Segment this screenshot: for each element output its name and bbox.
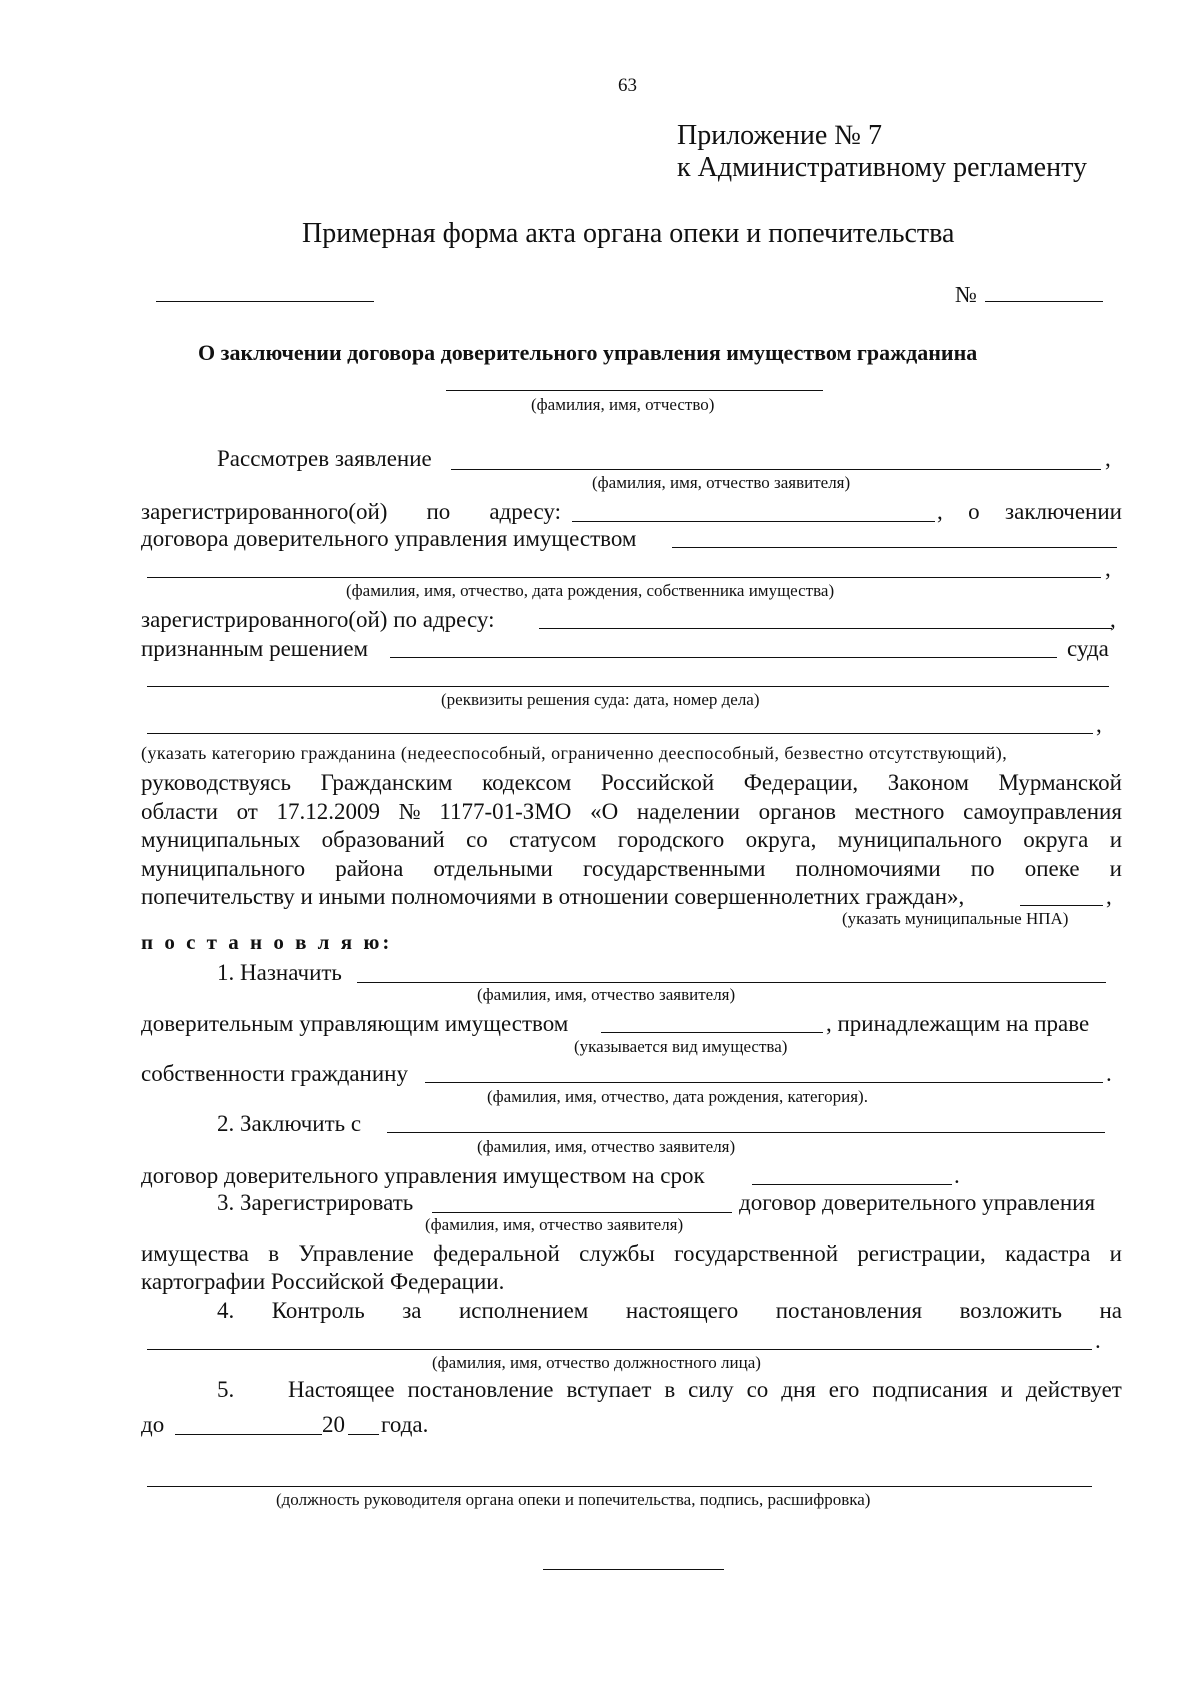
word: со [746, 1377, 769, 1402]
word: его [828, 1377, 860, 1402]
word: местного [854, 799, 945, 824]
word: федеральной [433, 1241, 560, 1266]
owner-line [147, 577, 1101, 578]
word: района [335, 856, 404, 881]
decree-heading: п о с т а н о в л я ю: [141, 930, 393, 954]
word: имущества [141, 1241, 249, 1266]
hint-property-type: (указывается вид имущества) [574, 1037, 788, 1056]
hint-npa: (указать муниципальные НПА) [842, 909, 1069, 928]
page-number: 63 [618, 75, 637, 96]
hint-signature: (должность руководителя органа опеки и попечительства, подпись, расшифровка) [276, 1490, 871, 1509]
cartography-line: картографии Российской Федерации. [141, 1269, 505, 1294]
hint-category: (указать категорию гражданина (недееспособный, ограниченно дееспособный, безвестно отсутствующий), [141, 743, 1008, 763]
comma-5: , [1106, 884, 1112, 909]
npa-line [1020, 905, 1103, 906]
word: полномочиями [795, 856, 941, 881]
date-blank-line [156, 301, 374, 302]
hint-applicant-fio-4: (фамилия, имя, отчество заявителя) [425, 1215, 684, 1234]
property-type-line [601, 1032, 823, 1033]
word: органов [758, 799, 836, 824]
word: округа, [745, 827, 817, 852]
court-decision-line [390, 657, 1057, 658]
word: кодексом [482, 770, 572, 795]
considered-label: Рассмотрев заявление [217, 446, 432, 471]
hint-court-details: (реквизиты решения суда: дата, номер дела) [441, 690, 760, 709]
hint-applicant-fio: (фамилия, имя, отчество заявителя) [592, 473, 851, 492]
word: регистрации, [857, 1241, 986, 1266]
belonging-label: , принадлежащим на праве [826, 1011, 1090, 1036]
item-1-fio-line [357, 982, 1106, 983]
word: кадастра [1005, 1241, 1091, 1266]
signature-line [147, 1486, 1092, 1487]
item-5-line [288, 1378, 1122, 1401]
word: Мурманской [998, 770, 1122, 795]
address-line-1 [572, 521, 935, 522]
word: Федерации, [743, 770, 859, 795]
until-label: до [141, 1412, 165, 1437]
word: дня [781, 1377, 816, 1402]
ownership-label: собственности гражданину [141, 1061, 408, 1086]
hint-owner-fio: (фамилия, имя, отчество, дата рождения, собственника имущества) [346, 581, 835, 600]
closing-rule [543, 1569, 724, 1570]
registration-line [141, 1242, 1122, 1265]
period-3: . [1095, 1328, 1101, 1353]
year-suffix-line [348, 1434, 379, 1435]
contract-label: договора доверительного управления имуществом [141, 526, 637, 551]
period-1: . [1106, 1061, 1112, 1086]
legal-line-4 [141, 857, 1122, 880]
word: и [1000, 1377, 1013, 1402]
applicant-line [451, 469, 1101, 470]
word: Российской [600, 770, 715, 795]
word: самоуправления [963, 799, 1122, 824]
year-word: года. [381, 1412, 429, 1437]
court-label: суда [1067, 636, 1109, 661]
about-conclusion [937, 500, 1122, 523]
legal-line-3 [141, 828, 1122, 851]
word: исполнением [458, 1298, 589, 1323]
word: по [426, 499, 451, 524]
term-line [752, 1184, 952, 1185]
item-5-number: 5. [217, 1377, 235, 1402]
year-prefix: 20 [322, 1412, 345, 1437]
number-sign: № [955, 282, 977, 307]
item-2-fio-line [387, 1132, 1105, 1133]
word: муниципального [141, 856, 306, 881]
hint-owner-fio-category: (фамилия, имя, отчество, дата рождения, категория). [487, 1087, 868, 1106]
word: действует [1025, 1377, 1122, 1402]
word: настоящего [625, 1298, 739, 1323]
word: о [968, 499, 980, 524]
form-title: Примерная форма акта органа опеки и попечительства [302, 218, 955, 249]
word: 4. [217, 1298, 235, 1323]
word: «О [590, 799, 619, 824]
recognized-label: признанным решением [141, 636, 369, 661]
hint-applicant-fio-3: (фамилия, имя, отчество заявителя) [477, 1137, 736, 1156]
word: округа [1023, 827, 1089, 852]
word: области [141, 799, 218, 824]
word: постановления [775, 1298, 923, 1323]
word: опеке [1024, 856, 1080, 881]
word: статусом [509, 827, 597, 852]
word: заключении [1005, 499, 1122, 524]
word: муниципального [837, 827, 1002, 852]
word: за [402, 1298, 422, 1323]
word: 17.12.2009 [276, 799, 381, 824]
word: государственной [674, 1241, 839, 1266]
word: вступает [566, 1377, 652, 1402]
word: силу [688, 1377, 734, 1402]
annex-line-1: Приложение № 7 [677, 120, 882, 151]
word: муниципальных [141, 827, 301, 852]
word: государственными [582, 856, 766, 881]
word: со [466, 827, 488, 852]
word: Законом [887, 770, 969, 795]
word: адресу: [489, 499, 561, 524]
word: возложить [959, 1298, 1062, 1323]
word: Контроль [271, 1298, 365, 1323]
property-line [672, 547, 1117, 548]
trustee-label: доверительным управляющим имуществом [141, 1011, 569, 1036]
word: и [1109, 827, 1122, 852]
word: на [1099, 1298, 1122, 1323]
item-3-tail: договор доверительного управления [739, 1190, 1096, 1215]
item-3-fio-line [432, 1212, 732, 1213]
word: и [1109, 1241, 1122, 1266]
word: в [268, 1241, 280, 1266]
word: № [398, 799, 421, 824]
item-2-label: 2. Заключить с [217, 1111, 362, 1136]
hint-fio: (фамилия, имя, отчество) [531, 395, 715, 414]
word: службы [579, 1241, 655, 1266]
period-2: . [954, 1163, 960, 1188]
word: образований [321, 827, 445, 852]
word: 1177-01-ЗМО [439, 799, 572, 824]
word: отдельными [433, 856, 553, 881]
word: подписания [872, 1377, 988, 1402]
comma-1: , [1105, 446, 1111, 471]
address-line-2 [539, 628, 1112, 629]
number-blank-line [985, 301, 1103, 302]
comma-2: , [1105, 556, 1111, 581]
heading-fio-line [446, 390, 823, 391]
legal-line-2 [141, 800, 1122, 823]
word: , [937, 499, 943, 524]
word: в [664, 1377, 676, 1402]
date-day-month-line [175, 1434, 322, 1435]
item-4-line [217, 1299, 1122, 1322]
word: Гражданским [320, 770, 453, 795]
word: от [236, 799, 258, 824]
act-heading: О заключении договора доверительного управления имуществом гражданина [198, 340, 978, 365]
registered-address-label-2: зарегистрированного(ой) по адресу: [141, 607, 495, 632]
category-line [147, 733, 1093, 734]
hint-applicant-fio-2: (фамилия, имя, отчество заявителя) [477, 985, 736, 1004]
comma-3: , [1110, 607, 1116, 632]
registered-address-label [141, 500, 561, 523]
comma-4: , [1096, 712, 1102, 737]
word: городского [617, 827, 725, 852]
word: Настоящее [288, 1377, 395, 1402]
contract-term-label: договор доверительного управления имуществом на срок [141, 1163, 705, 1188]
annex-line-2: к Административному регламенту [677, 152, 1087, 183]
owner-fio-line [425, 1082, 1103, 1083]
word: зарегистрированного(ой) [141, 499, 388, 524]
item-1-label: 1. Назначить [217, 960, 342, 985]
official-line [147, 1349, 1092, 1350]
legal-line-1 [141, 771, 1122, 794]
word: постановление [407, 1377, 554, 1402]
legal-line-5: попечительству и иными полномочиями в отношении совершеннолетних граждан», [141, 884, 965, 909]
word: наделении [636, 799, 740, 824]
word: по [970, 856, 995, 881]
item-3-label: 3. Зарегистрировать [217, 1190, 414, 1215]
word: и [1109, 856, 1122, 881]
hint-official-fio: (фамилия, имя, отчество должностного лица) [432, 1353, 761, 1372]
word: руководствуясь [141, 770, 291, 795]
word: Управление [298, 1241, 414, 1266]
court-details-line [147, 686, 1109, 687]
